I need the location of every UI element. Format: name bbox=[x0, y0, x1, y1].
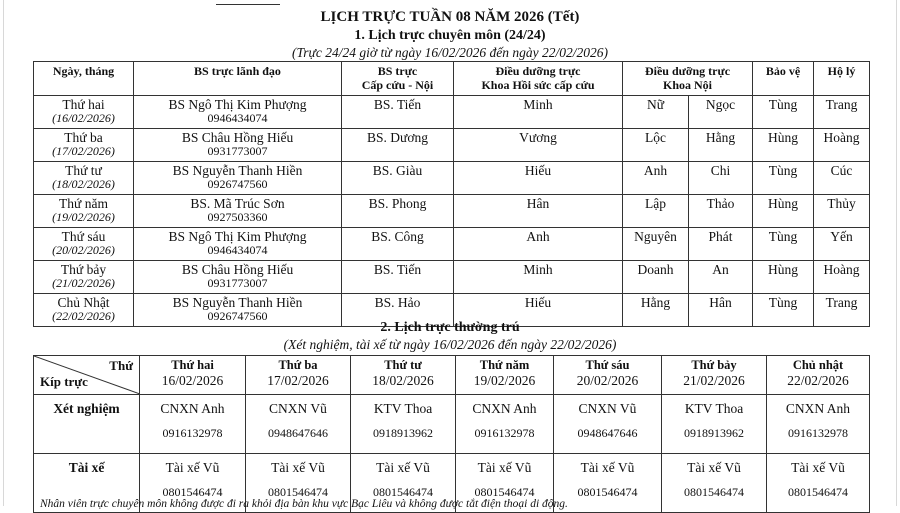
col-header-er-doctor: BS trực Cấp cứu - Nội bbox=[342, 62, 454, 96]
col-header-date: Ngày, tháng bbox=[34, 62, 134, 96]
leader-phone: 0946434074 bbox=[207, 243, 268, 257]
weekday: Thứ ba bbox=[278, 358, 318, 372]
weekday: Thứ ba bbox=[64, 130, 103, 145]
staff-phone: 0801546474 bbox=[162, 485, 223, 499]
col-header-icu-nurse: Điều dưỡng trực Khoa Hồi sức cấp cứu bbox=[454, 62, 623, 96]
duty-cell bbox=[554, 454, 662, 513]
weekday: Thứ năm bbox=[59, 196, 108, 211]
staff-phone: 0801546474 bbox=[684, 485, 744, 499]
weekday: Thứ tư bbox=[384, 358, 422, 372]
staff-phone: 0801546474 bbox=[788, 485, 848, 499]
date-cell bbox=[34, 162, 134, 195]
corner-shift-label: Kíp trực bbox=[40, 374, 88, 389]
date: (21/02/2026) bbox=[52, 276, 115, 290]
icu-nurse-cell: Hân bbox=[454, 195, 623, 228]
col-header-security: Bảo vệ bbox=[753, 62, 814, 96]
internal-nurse-2-cell: Hằng bbox=[689, 129, 753, 162]
date-cell bbox=[34, 228, 134, 261]
staff-phone: 0801546474 bbox=[474, 485, 535, 499]
er-doctor-cell: BS. Tiến bbox=[342, 261, 454, 294]
leader-phone: 0926747560 bbox=[207, 309, 268, 323]
internal-nurse-2-cell: Ngọc bbox=[689, 96, 753, 129]
weekday: Thứ sáu bbox=[61, 229, 106, 244]
internal-nurse-1-cell: Nữ bbox=[623, 96, 689, 129]
orderly-cell: Hoàng bbox=[814, 129, 870, 162]
weekday: Chủ nhật bbox=[792, 358, 844, 372]
staff-name: Tài xế Vũ bbox=[165, 460, 220, 475]
duty-cell bbox=[140, 395, 246, 454]
duty-cell bbox=[662, 395, 767, 454]
duty-cell bbox=[351, 395, 456, 454]
date: 19/02/2026 bbox=[473, 373, 536, 388]
table-header-row bbox=[34, 62, 870, 96]
staff-name: Tài xế Vũ bbox=[271, 460, 325, 475]
icu-nurse-cell: Minh bbox=[454, 96, 623, 129]
internal-nurse-1-cell: Lộc bbox=[623, 129, 689, 162]
security-cell: Tùng bbox=[753, 162, 814, 195]
er-doctor-cell: BS. Hảo bbox=[342, 294, 454, 327]
corner-day-label: Thứ bbox=[109, 358, 133, 373]
internal-nurse-1-cell: Hằng bbox=[623, 294, 689, 327]
leader-phone: 0946434074 bbox=[207, 111, 268, 125]
internal-nurse-2-cell: An bbox=[689, 261, 753, 294]
day-header bbox=[662, 356, 767, 395]
staff-name: CNXN Anh bbox=[472, 401, 537, 416]
staff-name: Tài xế Vũ bbox=[376, 460, 430, 475]
leader-name: BS Châu Hồng Hiếu bbox=[181, 262, 294, 277]
staff-name: CNXN Vũ bbox=[269, 401, 327, 416]
leader-name: BS Nguyễn Thanh Hiền bbox=[172, 295, 303, 310]
security-cell: Tùng bbox=[753, 294, 814, 327]
leader-cell bbox=[134, 96, 342, 129]
duty-cell bbox=[767, 454, 870, 513]
date: 16/02/2026 bbox=[161, 373, 224, 388]
footnote: Nhân viên trực chuyên môn không được đi ra khỏi địa bàn khu vực Bạc Liêu và không được tắt điện thoại di động. bbox=[40, 498, 568, 510]
internal-nurse-2-cell: Thảo bbox=[689, 195, 753, 228]
date-cell bbox=[34, 195, 134, 228]
icu-nurse-cell: Hiếu bbox=[454, 294, 623, 327]
er-doctor-cell: BS. Tiến bbox=[342, 96, 454, 129]
day-header bbox=[767, 356, 870, 395]
staff-phone: 0948647646 bbox=[577, 426, 638, 440]
date: 21/02/2026 bbox=[683, 373, 745, 388]
date-cell bbox=[34, 261, 134, 294]
specialist-duty-table bbox=[33, 61, 870, 327]
internal-nurse-2-cell: Hân bbox=[689, 294, 753, 327]
table-row bbox=[34, 261, 870, 294]
date-cell bbox=[34, 129, 134, 162]
section1-subheading: (Trực 24/24 giờ từ ngày 16/02/2026 đến ngày 22/02/2026) bbox=[292, 45, 608, 60]
staff-name: CNXN Vũ bbox=[578, 401, 637, 416]
staff-name: CNXN Anh bbox=[785, 401, 851, 416]
er-doctor-cell: BS. Giàu bbox=[342, 162, 454, 195]
internal-nurse-1-cell: Nguyên bbox=[623, 228, 689, 261]
col-header-orderly: Hộ lý bbox=[814, 62, 870, 96]
security-cell: Hùng bbox=[753, 195, 814, 228]
internal-nurse-2-cell: Phát bbox=[689, 228, 753, 261]
orderly-cell: Hoàng bbox=[814, 261, 870, 294]
staff-phone: 0916132978 bbox=[788, 426, 848, 440]
staff-name: CNXN Anh bbox=[160, 401, 225, 416]
leader-name: BS. Mã Trúc Sơn bbox=[190, 196, 285, 211]
internal-nurse-2-cell: Chi bbox=[689, 162, 753, 195]
duty-cell bbox=[246, 395, 351, 454]
date: (17/02/2026) bbox=[52, 144, 115, 158]
section2-heading: 2. Lịch trực thường trú bbox=[380, 320, 520, 335]
section2-subheading: (Xét nghiệm, tài xế từ ngày 16/02/2026 đến ngày 22/02/2026) bbox=[283, 337, 617, 352]
staff-phone: 0918913962 bbox=[373, 426, 433, 440]
staff-phone: 0916132978 bbox=[162, 426, 223, 440]
leader-name: BS Châu Hồng Hiếu bbox=[181, 130, 294, 145]
staff-name: KTV Thoa bbox=[373, 401, 433, 416]
security-cell: Tùng bbox=[753, 96, 814, 129]
table-header-row bbox=[34, 356, 870, 395]
table-row bbox=[34, 395, 870, 454]
internal-nurse-1-cell: Doanh bbox=[623, 261, 689, 294]
icu-nurse-cell: Hiếu bbox=[454, 162, 623, 195]
security-cell: Hùng bbox=[753, 129, 814, 162]
page-left-edge bbox=[3, 0, 4, 506]
staff-name: Tài xế Vũ bbox=[477, 460, 532, 475]
leader-cell bbox=[134, 195, 342, 228]
table-row bbox=[34, 162, 870, 195]
table-row bbox=[34, 195, 870, 228]
col-header-internal-nurse: Điều dưỡng trực Khoa Nội bbox=[623, 62, 753, 96]
col-header-leader: BS trực lãnh đạo bbox=[134, 62, 342, 96]
duty-cell bbox=[554, 395, 662, 454]
orderly-cell: Trang bbox=[814, 96, 870, 129]
day-header bbox=[554, 356, 662, 395]
weekday: Thứ bảy bbox=[691, 358, 737, 372]
table-row bbox=[34, 96, 870, 129]
icu-nurse-cell: Minh bbox=[454, 261, 623, 294]
er-doctor-cell: BS. Phong bbox=[342, 195, 454, 228]
shift-label: Xét nghiệm bbox=[34, 395, 140, 454]
leader-name: BS Ngô Thị Kim Phượng bbox=[168, 97, 307, 112]
date: (16/02/2026) bbox=[52, 111, 115, 125]
header-underline bbox=[216, 4, 280, 5]
weekday: Thứ hai bbox=[62, 97, 105, 112]
security-cell: Tùng bbox=[753, 228, 814, 261]
leader-name: BS Ngô Thị Kim Phượng bbox=[168, 229, 307, 244]
section1-heading: 1. Lịch trực chuyên môn (24/24) bbox=[354, 28, 546, 43]
weekday: Thứ năm bbox=[479, 358, 530, 372]
date: (18/02/2026) bbox=[52, 177, 115, 191]
staff-name: Tài xế Vũ bbox=[791, 460, 845, 475]
staff-phone: 0801546474 bbox=[577, 485, 638, 499]
leader-phone: 0931773007 bbox=[207, 144, 268, 158]
staff-name: Tài xế Vũ bbox=[580, 460, 635, 475]
day-header bbox=[351, 356, 456, 395]
internal-nurse-1-cell: Anh bbox=[623, 162, 689, 195]
document-title: LỊCH TRỰC TUẦN 08 NĂM 2026 (Tết) bbox=[320, 9, 580, 25]
date-cell bbox=[34, 96, 134, 129]
orderly-cell: Thủy bbox=[814, 195, 870, 228]
leader-cell bbox=[134, 228, 342, 261]
weekday: Thứ tư bbox=[65, 163, 102, 178]
date: 17/02/2026 bbox=[267, 373, 329, 388]
er-doctor-cell: BS. Công bbox=[342, 228, 454, 261]
table-row bbox=[34, 228, 870, 261]
staff-phone: 0801546474 bbox=[373, 485, 433, 499]
leader-name: BS Nguyễn Thanh Hiền bbox=[172, 163, 303, 178]
weekday: Chủ Nhật bbox=[57, 295, 110, 310]
staff-phone: 0948647646 bbox=[268, 426, 328, 440]
date: (20/02/2026) bbox=[52, 243, 115, 257]
leader-phone: 0926747560 bbox=[207, 177, 268, 191]
icu-nurse-cell: Anh bbox=[454, 228, 623, 261]
leader-cell bbox=[134, 129, 342, 162]
staff-name: KTV Thoa bbox=[684, 401, 744, 416]
day-header bbox=[456, 356, 554, 395]
date: 18/02/2026 bbox=[372, 373, 434, 388]
staff-phone: 0918913962 bbox=[684, 426, 744, 440]
staff-phone: 0801546474 bbox=[268, 485, 328, 499]
security-cell: Hùng bbox=[753, 261, 814, 294]
date: (19/02/2026) bbox=[52, 210, 115, 224]
orderly-cell: Cúc bbox=[814, 162, 870, 195]
orderly-cell: Yến bbox=[814, 228, 870, 261]
leader-phone: 0931773007 bbox=[207, 276, 268, 290]
date: 20/02/2026 bbox=[576, 373, 639, 388]
day-header bbox=[140, 356, 246, 395]
corner-cell bbox=[34, 356, 140, 395]
weekday: Thứ bảy bbox=[60, 262, 107, 277]
duty-cell bbox=[767, 395, 870, 454]
leader-cell bbox=[134, 261, 342, 294]
icu-nurse-cell: Vương bbox=[454, 129, 623, 162]
resident-duty-table bbox=[33, 355, 870, 513]
table-row bbox=[34, 129, 870, 162]
duty-cell bbox=[456, 395, 554, 454]
staff-name: Tài xế Vũ bbox=[687, 460, 741, 475]
shift-label: Tài xế bbox=[34, 454, 140, 513]
day-header bbox=[246, 356, 351, 395]
weekday: Thứ sáu bbox=[585, 358, 630, 372]
leader-cell bbox=[134, 162, 342, 195]
page-right-edge bbox=[896, 0, 897, 506]
date: (22/02/2026) bbox=[52, 309, 115, 323]
date: 22/02/2026 bbox=[787, 373, 849, 388]
weekday: Thứ hai bbox=[171, 358, 214, 372]
er-doctor-cell: BS. Dương bbox=[342, 129, 454, 162]
staff-phone: 0916132978 bbox=[474, 426, 535, 440]
internal-nurse-1-cell: Lập bbox=[623, 195, 689, 228]
orderly-cell: Trang bbox=[814, 294, 870, 327]
leader-phone: 0927503360 bbox=[207, 210, 268, 224]
duty-cell bbox=[662, 454, 767, 513]
